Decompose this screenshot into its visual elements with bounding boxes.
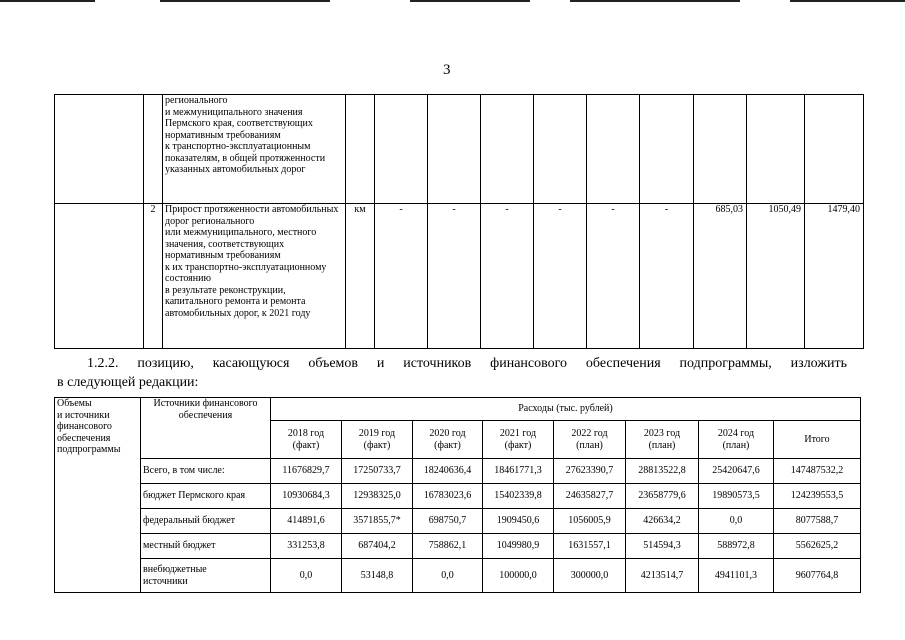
value-cell: 8077588,7 [774,509,861,534]
value-cell: 24635827,7 [554,484,626,509]
scan-edge [0,0,905,4]
value-cell: 4213514,7 [626,559,699,593]
row-spacer-cell [55,204,144,349]
value-cell: 426634,2 [626,509,699,534]
value-cell [640,95,694,204]
value-cell: 11676829,7 [271,459,342,484]
value-cell: - [481,204,534,349]
value-cell: 23658779,6 [626,484,699,509]
value-cell: 12938325,0 [342,484,413,509]
source-header: Источники финансового обеспечения [141,398,271,459]
value-cell: 3571855,7* [342,509,413,534]
value-cell [375,95,428,204]
row-number [144,95,163,204]
unit-cell [346,95,375,204]
value-cell [428,95,481,204]
value-cell: - [375,204,428,349]
value-cell: - [587,204,640,349]
row-spacer-cell [55,95,144,204]
value-cell: 9607764,8 [774,559,861,593]
value-cell: 685,03 [694,204,747,349]
value-cell: 124239553,5 [774,484,861,509]
table-row [55,398,861,421]
paragraph-line: в следующей редакции: [57,375,199,390]
value-cell: 19890573,5 [699,484,774,509]
value-cell: 25420647,6 [699,459,774,484]
value-cell: 698750,7 [413,509,483,534]
page-number: 3 [443,62,451,78]
value-cell: 300000,0 [554,559,626,593]
table-row [55,95,864,204]
value-cell: 1056005,9 [554,509,626,534]
row-number: 2 [144,204,163,349]
table-row [55,459,861,484]
value-cell: 1909450,6 [483,509,554,534]
table-row [55,509,861,534]
value-cell: 15402339,8 [483,484,554,509]
total-header: Итого [774,421,861,459]
value-cell: 147487532,2 [774,459,861,484]
value-cell: 53148,8 [342,559,413,593]
value-cell: 28813522,8 [626,459,699,484]
value-cell: - [428,204,481,349]
value-cell: 758862,1 [413,534,483,559]
value-cell: 5562625,2 [774,534,861,559]
source-name: Всего, в том числе: [141,459,271,484]
year-header: 2019 год (факт) [342,421,413,459]
value-cell: 0,0 [699,509,774,534]
value-cell: 1479,40 [805,204,864,349]
value-cell: 514594,3 [626,534,699,559]
value-cell: 27623390,7 [554,459,626,484]
financing-table [54,397,861,593]
paragraph-line: 1.2.2. позицию, касающуюся объемов и источников финансового обеспечения подпрограммы, изложить [87,356,847,371]
value-cell [534,95,587,204]
table-row [55,204,864,349]
value-cell: 10930684,3 [271,484,342,509]
value-cell [747,95,805,204]
year-header: 2024 год (план) [699,421,774,459]
value-cell: - [534,204,587,349]
value-cell: 687404,2 [342,534,413,559]
value-cell: 1631557,1 [554,534,626,559]
year-header: 2023 год (план) [626,421,699,459]
value-cell: 4941101,3 [699,559,774,593]
value-cell [694,95,747,204]
value-cell: 414891,6 [271,509,342,534]
value-cell: 0,0 [413,559,483,593]
value-cell: 1050,49 [747,204,805,349]
source-name: федеральный бюджет [141,509,271,534]
indicator-name: регионального и межмуниципального значения Пермского края, соответствующих нормативным требованиям к транспортно-эксплуатационным показателям, в общей протяженности указанных автомобильных дорог [163,95,346,204]
year-header: 2021 год (факт) [483,421,554,459]
value-cell: 331253,8 [271,534,342,559]
value-cell: 588972,8 [699,534,774,559]
indicators-table [54,94,864,349]
value-cell: 18240636,4 [413,459,483,484]
expenses-header: Расходы (тыс. рублей) [271,398,861,421]
year-header: 2022 год (план) [554,421,626,459]
value-cell [805,95,864,204]
value-cell [587,95,640,204]
body-paragraph [57,354,847,392]
value-cell: - [640,204,694,349]
value-cell [481,95,534,204]
indicator-name: Прирост протяженности автомобильных дорог регионального или межмуниципального, местного значения, соответствующих нормативным требованиям к их транспортно-эксплуатационному состоянию в результате реконструкции, капитального ремонта и ремонта автомобильных дорог, к 2021 году [163,204,346,349]
table-row [55,559,861,593]
source-name: местный бюджет [141,534,271,559]
table-row [55,534,861,559]
value-cell: 100000,0 [483,559,554,593]
source-name: бюджет Пермского края [141,484,271,509]
year-header: 2020 год (факт) [413,421,483,459]
value-cell: 17250733,7 [342,459,413,484]
value-cell: 16783023,6 [413,484,483,509]
value-cell: 0,0 [271,559,342,593]
value-cell: 1049980,9 [483,534,554,559]
financing-label: Объемы и источники финансового обеспечения подпрограммы [55,398,141,593]
table-row [55,484,861,509]
value-cell: 18461771,3 [483,459,554,484]
source-name: внебюджетные источники [141,559,271,593]
unit-cell: км [346,204,375,349]
year-header: 2018 год (факт) [271,421,342,459]
